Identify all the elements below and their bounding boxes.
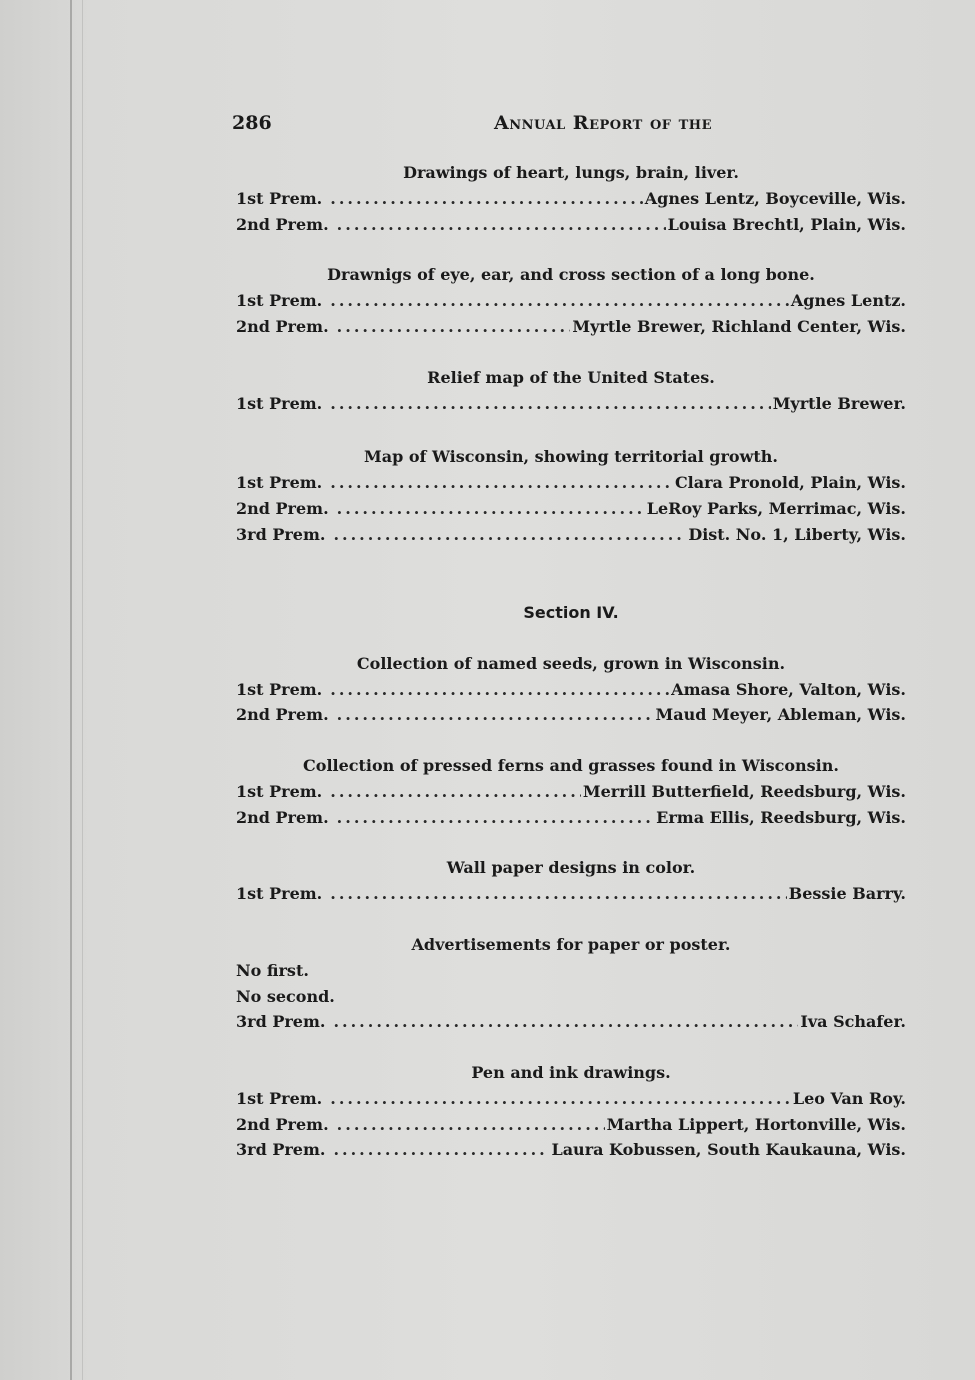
premium-winner: Agnes Lentz. (790, 291, 906, 311)
premium-winner: Amasa Shore, Valton, Wis. (671, 679, 906, 699)
premium-row (236, 881, 906, 907)
premium-place: 1st Prem. (236, 393, 323, 413)
premium-winner: Dist. No. 1, Liberty, Wis. (688, 524, 906, 544)
premium-note (236, 984, 906, 1010)
dot-leader (330, 881, 786, 907)
premium-winner: Merrill Butterfield, Reedsburg, Wis. (582, 781, 906, 801)
dot-leader (330, 186, 642, 212)
premium-row (236, 1009, 906, 1035)
premium-winner: Myrtle Brewer. (772, 393, 906, 413)
premium-row (236, 805, 906, 831)
dot-leader (330, 779, 581, 805)
premium-winner: Leo Van Roy. (792, 1089, 906, 1108)
premium-winner: Louisa Brechtl, Plain, Wis. (667, 214, 906, 234)
premium-winner: Clara Pronold, Plain, Wis. (674, 473, 906, 493)
page-number: 286 (232, 112, 272, 134)
premium-list (236, 160, 906, 1163)
dot-leader (337, 702, 654, 728)
premium-place: 1st Prem. (236, 884, 323, 904)
premium-place: 1st Prem. (236, 473, 323, 493)
premium-place: 2nd Prem. (236, 317, 329, 337)
dot-leader (330, 677, 669, 703)
category-heading: Map of Wisconsin, showing territorial growth. (364, 447, 778, 467)
premium-winner: Martha Lippert, Hortonville, Wis. (606, 1114, 906, 1134)
premium-place: 1st Prem. (236, 781, 323, 801)
premium-winner: Iva Schafer. (800, 1012, 906, 1032)
dot-leader (337, 1112, 605, 1138)
category-heading: Advertisements for paper or poster. (411, 934, 731, 954)
section-title: Section IV. (523, 602, 619, 622)
running-head: Annual Report of the (494, 112, 712, 134)
premium-row (236, 212, 906, 238)
premium-place: 3rd Prem. (236, 524, 326, 544)
dot-leader (330, 1086, 791, 1112)
premium-row (236, 1086, 906, 1112)
category-heading: Relief map of the United States. (427, 367, 715, 387)
premium-row (236, 496, 906, 522)
premium-winner: Bessie Barry. (788, 884, 906, 904)
premium-place: 2nd Prem. (236, 705, 329, 725)
premium-row (236, 702, 906, 728)
dot-leader (337, 212, 666, 238)
premium-row (236, 186, 906, 212)
premium-winner: Erma Ellis, Reedsburg, Wis. (656, 807, 906, 827)
premium-winner: Myrtle Brewer, Richland Center, Wis. (572, 317, 906, 337)
premium-place: 2nd Prem. (236, 214, 329, 234)
binding-fold-inner (82, 0, 83, 1380)
category-heading: Pen and ink drawings. (471, 1063, 671, 1082)
category-heading: Collection of named seeds, grown in Wisconsin. (356, 653, 786, 673)
premium-note (236, 958, 906, 984)
premium-place: 3rd Prem. (236, 1012, 326, 1032)
page-header (232, 112, 904, 138)
premium-row (236, 288, 906, 314)
premium-row (236, 779, 906, 805)
dot-leader (333, 1009, 798, 1035)
premium-place: 1st Prem. (236, 189, 323, 208)
category-heading: Wall paper designs in color. (446, 858, 696, 878)
category-heading: Drawnigs of eye, ear, and cross section of a long bone. (327, 265, 815, 285)
premium-row (236, 314, 906, 340)
premium-place: 2nd Prem. (236, 499, 329, 519)
premium-row (236, 1112, 906, 1138)
premium-row (236, 470, 906, 496)
premium-place: 1st Prem. (236, 1089, 323, 1108)
binding-fold (70, 0, 72, 1380)
dot-leader (330, 391, 770, 417)
premium-winner: Agnes Lentz, Boyceville, Wis. (644, 189, 906, 208)
premium-note-text: No second. (236, 986, 335, 1006)
dot-leader (333, 522, 686, 548)
premium-place: 1st Prem. (236, 291, 323, 311)
premium-place: 3rd Prem. (236, 1140, 326, 1160)
premium-row (236, 522, 906, 548)
dot-leader (337, 496, 645, 522)
dot-leader (330, 288, 789, 314)
premium-row (236, 1137, 906, 1163)
dot-leader (337, 314, 571, 340)
premium-note-text: No first. (236, 960, 309, 980)
premium-winner: Laura Kobussen, South Kaukauna, Wis. (551, 1140, 906, 1160)
premium-winner: LeRoy Parks, Merrimac, Wis. (646, 499, 906, 519)
category-heading: Collection of pressed ferns and grasses found in Wisconsin. (303, 755, 839, 775)
premium-place: 2nd Prem. (236, 807, 329, 827)
category-heading: Drawings of heart, lungs, brain, liver. (403, 163, 739, 182)
dot-leader (337, 805, 654, 831)
dot-leader (330, 470, 673, 496)
premium-row (236, 677, 906, 703)
premium-place: 1st Prem. (236, 679, 323, 699)
premium-row (236, 391, 906, 417)
premium-place: 2nd Prem. (236, 1114, 329, 1134)
dot-leader (333, 1137, 549, 1163)
premium-winner: Maud Meyer, Ableman, Wis. (655, 705, 906, 725)
